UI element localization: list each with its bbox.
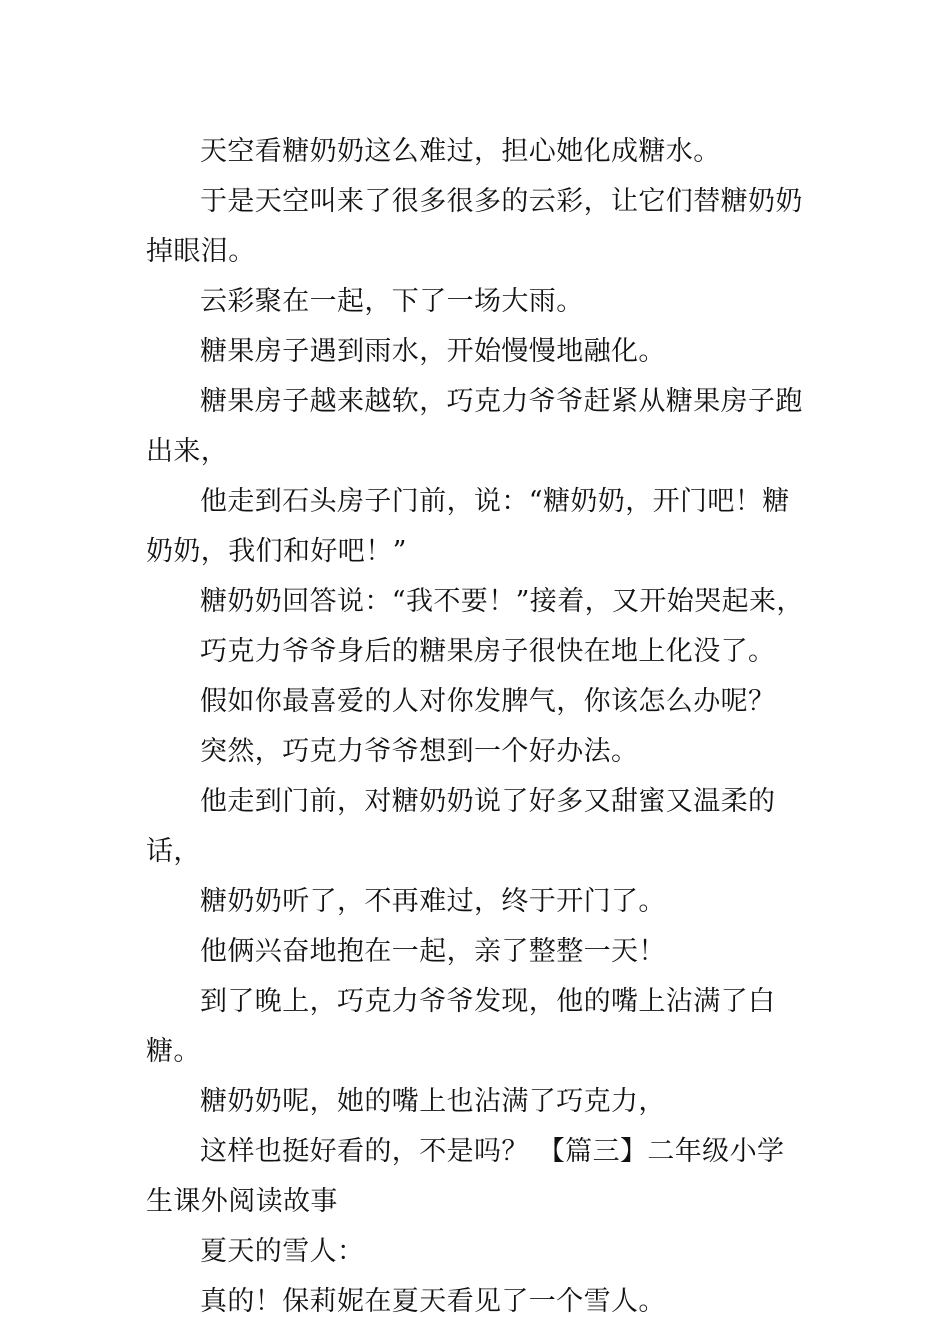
paragraph-1: 天空看糖奶奶这么难过，担心她化成糖水。 bbox=[200, 136, 721, 167]
paragraph-11: 他走到门前，对糖奶奶说了好多又甜蜜又温柔的话， bbox=[146, 786, 776, 867]
paragraph-18: 真的！保莉妮在夏天看见了一个雪人。 bbox=[200, 1286, 666, 1317]
paragraph-14: 到了晚上，巧克力爷爷发现，他的嘴上沾满了白糖。 bbox=[146, 986, 776, 1067]
paragraph-13: 他俩兴奋地抱在一起，亲了整整一天！ bbox=[200, 936, 666, 967]
paragraph-15: 糖奶奶呢，她的嘴上也沾满了巧克力， bbox=[200, 1086, 666, 1117]
paragraph-3: 云彩聚在一起，下了一场大雨。 bbox=[200, 286, 584, 317]
paragraph-8: 巧克力爷爷身后的糖果房子很快在地上化没了。 bbox=[200, 636, 776, 667]
paragraph-12: 糖奶奶听了，不再难过，终于开门了。 bbox=[200, 886, 666, 917]
paragraph-9: 假如你最喜爱的人对你发脾气，你该怎么办呢？ bbox=[200, 686, 776, 717]
paragraph-17: 夏天的雪人： bbox=[200, 1236, 365, 1267]
paragraph-7: 糖奶奶回答说：“我不要！”接着，又开始哭起来， bbox=[200, 586, 804, 617]
paragraph-2: 于是天空叫来了很多很多的云彩，让它们替糖奶奶掉眼泪。 bbox=[146, 186, 803, 267]
paragraph-6: 他走到石头房子门前，说：“糖奶奶，开门吧！糖奶奶，我们和好吧！” bbox=[146, 486, 790, 567]
paragraph-4: 糖果房子遇到雨水，开始慢慢地融化。 bbox=[200, 336, 666, 367]
paragraph-5: 糖果房子越来越软，巧克力爷爷赶紧从糖果房子跑出来， bbox=[146, 386, 803, 467]
story-text bbox=[146, 127, 810, 1327]
paragraph-16: 这样也挺好看的，不是吗？ 【篇三】二年级小学生课外阅读故事 bbox=[146, 1136, 785, 1217]
paragraph-10: 突然，巧克力爷爷想到一个好办法。 bbox=[200, 736, 639, 767]
